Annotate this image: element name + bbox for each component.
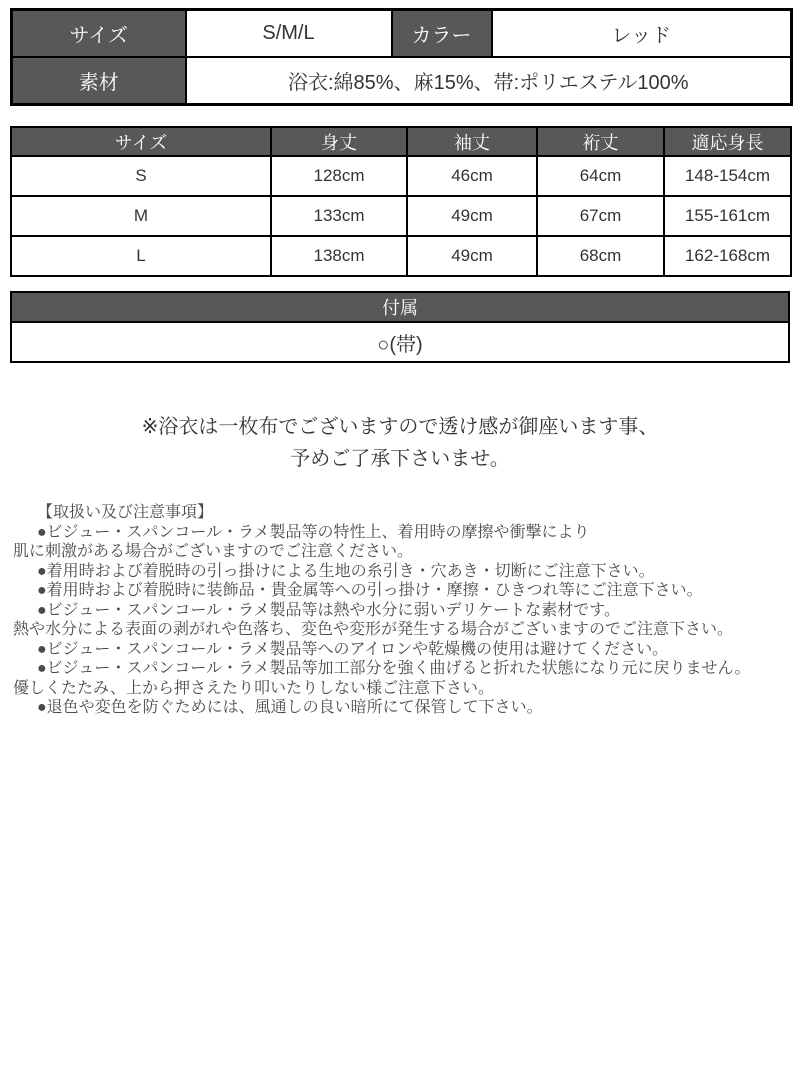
spec-row-size-color <box>12 10 792 58</box>
accessories-header-row <box>11 292 789 322</box>
notice-line-1: ※浴衣は一枚布でございますので透け感が御座います事、 <box>141 416 659 438</box>
cell-size: S <box>11 156 271 196</box>
cell-height-range: 162-168cm <box>664 236 791 276</box>
accessories-header: 付属 <box>11 292 789 322</box>
cell-body-length: 138cm <box>271 236 407 276</box>
care-line: 優しくたたみ、上から押さえたり叩いたりしない様ご注意下さい。 <box>13 679 494 697</box>
spec-row-material <box>12 57 792 105</box>
cell-sleeve-length: 49cm <box>407 196 537 236</box>
cell-height-range: 155-161cm <box>664 196 791 236</box>
care-line: ●ビジュー・スパンコール・ラメ製品等は熱や水分に弱いデリケートな素材です。 <box>37 601 620 619</box>
sheer-fabric-notice <box>0 411 800 475</box>
material-value: 浴衣:綿85%、麻15%、帯:ポリエステル100% <box>186 57 792 105</box>
care-line: 肌に刺激がある場合がございますのでご注意ください。 <box>13 543 414 560</box>
size-value: S/M/L <box>186 10 392 58</box>
care-line: ●着用時および着脱時に装飾品・貴金属等への引っ掛け・摩擦・ひきつれ等にご注意下さい。 <box>37 582 703 599</box>
product-spec-sheet <box>0 8 800 718</box>
col-header-height-range: 適応身長 <box>664 127 791 156</box>
measurements-table <box>10 126 792 277</box>
cell-size: L <box>11 236 271 276</box>
care-title: 【取扱い及び注意事項】 <box>37 504 214 521</box>
table-row <box>11 156 791 196</box>
accessories-table <box>10 291 790 363</box>
cell-yuki-length: 64cm <box>537 156 664 196</box>
care-line: ●ビジュー・スパンコール・ラメ製品等へのアイロンや乾燥機の使用は避けてください。 <box>37 640 669 658</box>
col-header-sleeve-length: 袖丈 <box>407 127 537 156</box>
notice-line-2: 予めご了承下さいませ。 <box>290 448 510 470</box>
table-row <box>11 236 791 276</box>
cell-sleeve-length: 49cm <box>407 236 537 276</box>
care-line: ●ビジュー・スパンコール・ラメ製品等加工部分を強く曲げると折れた状態になり元に戻りません。 <box>37 660 751 677</box>
size-label: サイズ <box>12 10 186 58</box>
cell-body-length: 133cm <box>271 196 407 236</box>
accessories-value-row <box>11 322 789 362</box>
care-line: 熱や水分による表面の剥がれや色落ち、変色や変形が発生する場合がございますのでご注意下さい。 <box>13 621 734 638</box>
cell-body-length: 128cm <box>271 156 407 196</box>
cell-size: M <box>11 196 271 236</box>
care-line: ●退色や変色を防ぐためには、風通しの良い暗所にて保管して下さい。 <box>37 699 543 716</box>
care-line: ●ビジュー・スパンコール・ラメ製品等の特性上、着用時の摩擦や衝撃により <box>37 523 590 541</box>
col-header-yuki-length: 裄丈 <box>537 127 664 156</box>
col-header-size: サイズ <box>11 127 271 156</box>
care-instructions <box>0 503 800 718</box>
cell-yuki-length: 67cm <box>537 196 664 236</box>
col-header-body-length: 身丈 <box>271 127 407 156</box>
table-row <box>11 196 791 236</box>
spec-table <box>10 8 793 106</box>
cell-yuki-length: 68cm <box>537 236 664 276</box>
color-value: レッド <box>492 10 792 58</box>
material-label: 素材 <box>12 57 186 105</box>
accessories-value: ○(帯) <box>11 322 789 362</box>
care-line: ●着用時および着脱時の引っ掛けによる生地の糸引き・穴あき・切断にご注意下さい。 <box>37 562 655 580</box>
cell-height-range: 148-154cm <box>664 156 791 196</box>
color-label: カラー <box>392 10 492 58</box>
measurements-header-row <box>11 127 791 156</box>
cell-sleeve-length: 46cm <box>407 156 537 196</box>
